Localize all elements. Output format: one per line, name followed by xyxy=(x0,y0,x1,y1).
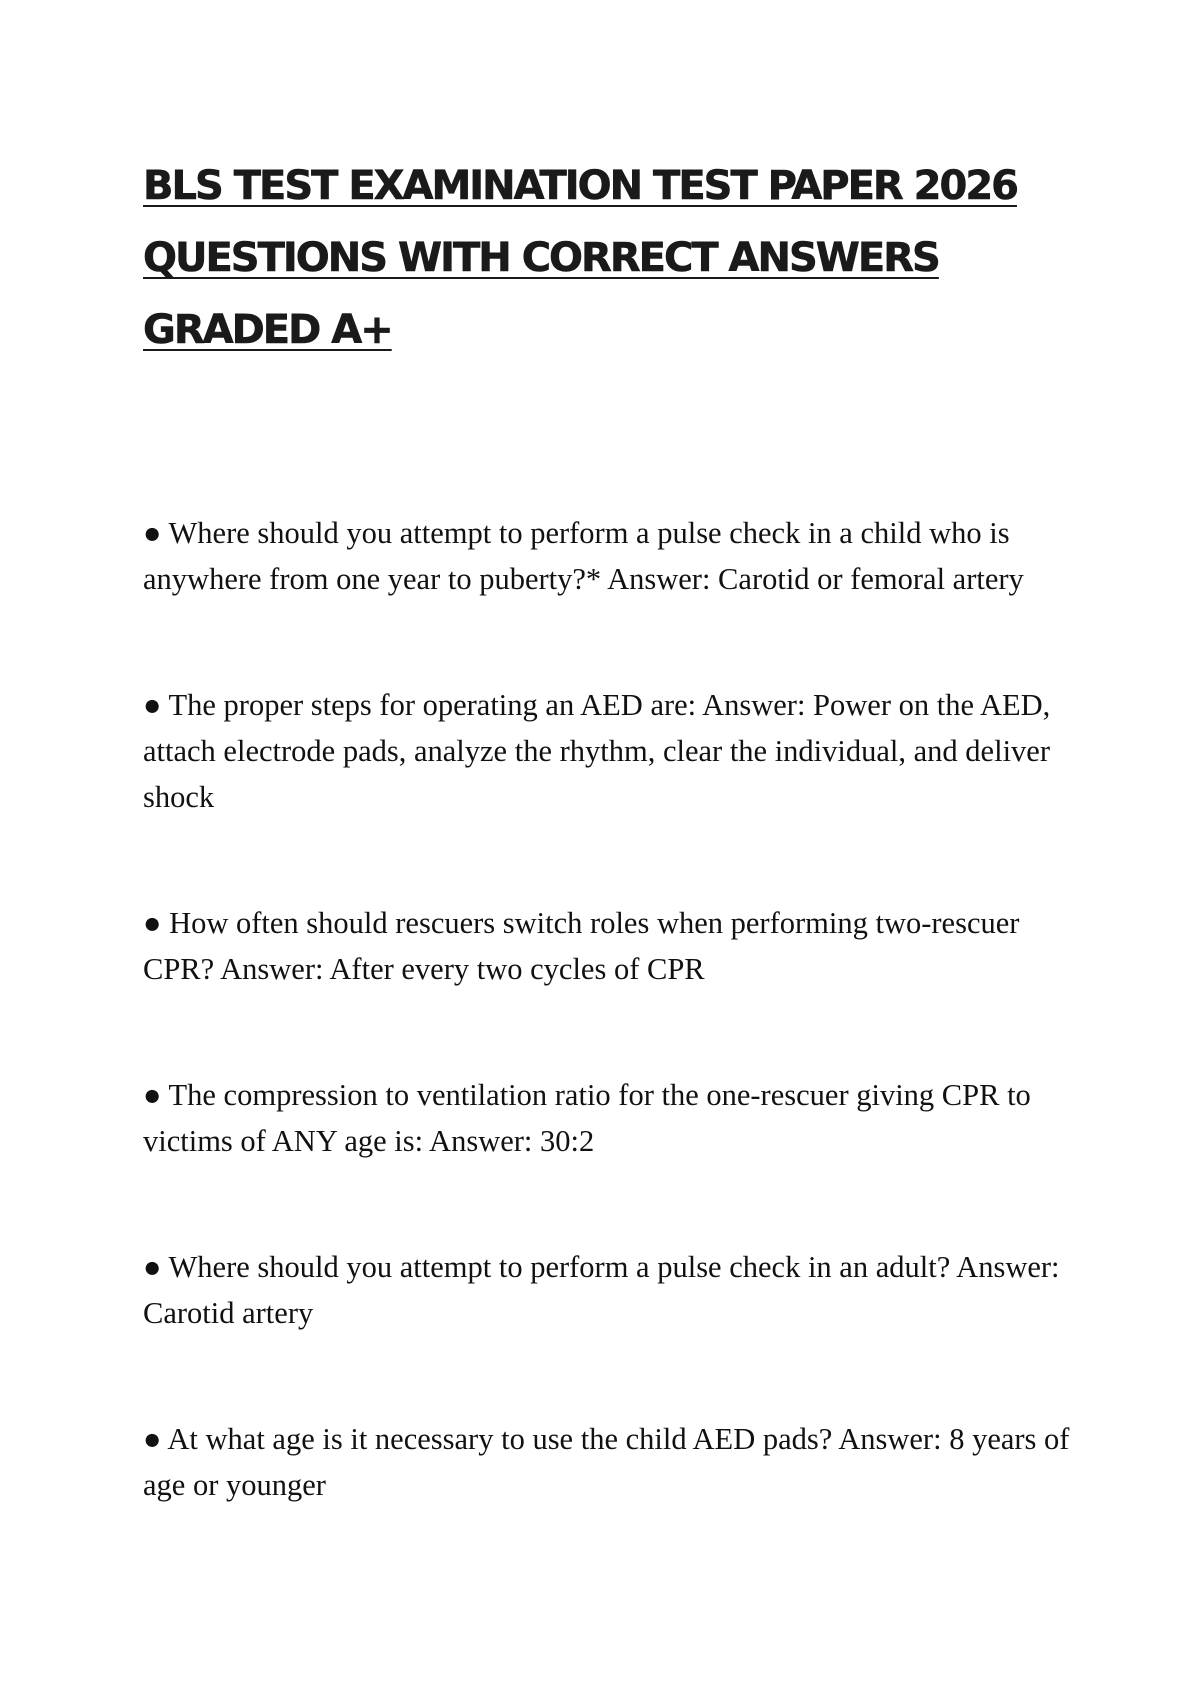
question-answer-item xyxy=(143,1072,1083,1164)
title-line-1: BLS TEST EXAMINATION TEST PAPER 2026 xyxy=(143,163,1017,209)
bullet-icon: ● xyxy=(143,906,162,940)
question-answer-text: Where should you attempt to perform a pulse check in a child who is anywhere from one year to puberty?* Answer: Carotid or femoral artery xyxy=(143,516,1024,596)
bullet-icon: ● xyxy=(143,1422,162,1456)
document-title xyxy=(143,150,1043,366)
question-answer-text: The proper steps for operating an AED are: Answer: Power on the AED, attach electrode pads, analyze the rhythm, clear the individual, and deliver shock xyxy=(143,688,1051,814)
title-line-3: GRADED A+ xyxy=(143,307,392,353)
question-answer-text: Where should you attempt to perform a pulse check in an adult? Answer: Carotid artery xyxy=(143,1250,1060,1330)
question-answer-text: At what age is it necessary to use the child AED pads? Answer: 8 years of age or younger xyxy=(143,1422,1070,1502)
question-answer-text: How often should rescuers switch roles when performing two-rescuer CPR? Answer: After every two cycles of CPR xyxy=(143,906,1020,986)
question-answer-item xyxy=(143,1244,1083,1336)
bullet-icon: ● xyxy=(143,516,162,550)
question-answer-item xyxy=(143,510,1083,602)
bullet-icon: ● xyxy=(143,1078,162,1112)
bullet-icon: ● xyxy=(143,688,162,722)
bullet-icon: ● xyxy=(143,1250,162,1284)
question-answer-text: The compression to ventilation ratio for the one-rescuer giving CPR to victims of ANY age is: Answer: 30:2 xyxy=(143,1078,1031,1158)
question-answer-item xyxy=(143,900,1083,992)
title-line-2: QUESTIONS WITH CORRECT ANSWERS xyxy=(143,235,939,281)
question-answer-item xyxy=(143,682,1083,820)
question-answer-list xyxy=(143,510,1083,1588)
question-answer-item xyxy=(143,1416,1083,1508)
